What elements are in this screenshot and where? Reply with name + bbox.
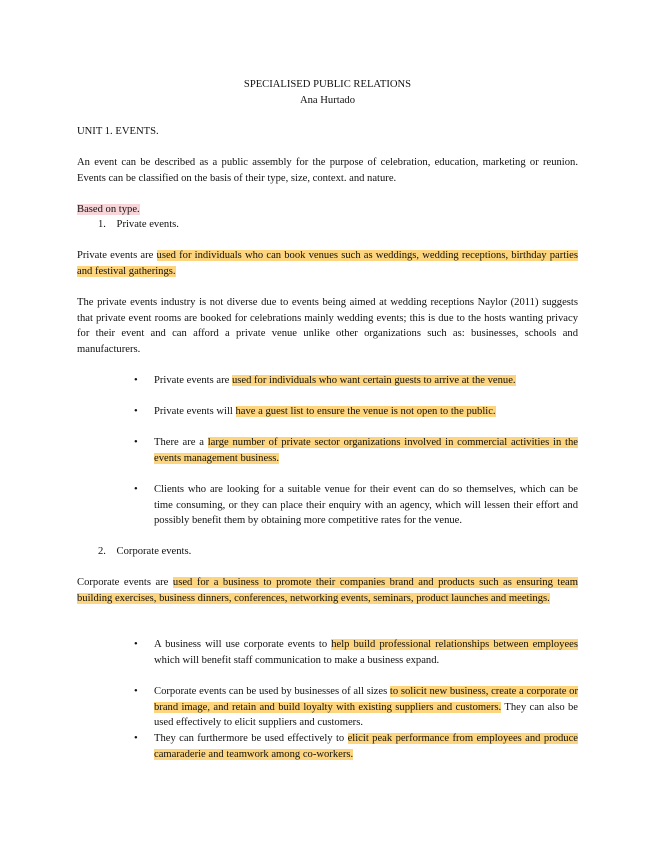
document-title: SPECIALISED PUBLIC RELATIONS xyxy=(243,79,412,90)
private-bullet-1: Private events are used for individuals who want certain guests to arrive at the venue. xyxy=(154,375,516,386)
corporate-bullet-2: Corporate events can be used by businesses of all sizes to solicit new business, create a corporate or brand image, and retain and build loyalty with existing suppliers and customers. They can also be used effectively to elicit suppliers and customers. xyxy=(154,686,578,728)
heading-text: Private events. xyxy=(116,219,179,230)
corporate-events-heading xyxy=(98,544,191,560)
heading-text: Corporate events. xyxy=(116,546,192,557)
highlighted-text: large number of private sector organizations involved in commercial activities in the events management business. xyxy=(154,437,579,464)
highlighted-text: help build professional relationships between employees xyxy=(331,639,578,650)
corporate-bullet-1: A business will use corporate events to help build professional relationships between employees which will benefit staff communication to make a business expand. xyxy=(154,639,578,666)
highlighted-text: used for individuals who can book venues such as weddings, wedding receptions, birthday parties and festival gatherings. xyxy=(77,250,578,277)
bullet-icon: • xyxy=(134,437,138,448)
section-label-text: Based on type. xyxy=(77,204,140,215)
document-author: Ana Hurtado xyxy=(299,95,355,106)
bullet-icon: • xyxy=(134,406,138,417)
corporate-bullet-3: They can furthermore be used effectively to elicit peak performance from employees and produce camaraderie and teamwork among co-workers. xyxy=(154,733,578,760)
highlighted-text: used for a business to promote their companies brand and products such as ensuring team building exercises, business dinners, conferences, networking events, seminars, product launches and meetings. xyxy=(77,577,578,604)
bullet-icon: • xyxy=(134,733,138,744)
bullet-icon: • xyxy=(134,375,138,386)
highlighted-text: elicit peak performance from employees and produce camaraderie and teamwork among co-workers. xyxy=(154,733,578,760)
private-events-heading xyxy=(98,217,179,233)
private-bullet-3: There are a large number of private sector organizations involved in commercial activities in the events management business. xyxy=(154,437,579,464)
bullet-icon: • xyxy=(134,686,138,697)
private-bullet-2: Private events will have a guest list to ensure the venue is not open to the public. xyxy=(154,406,496,417)
unit-heading: UNIT 1. EVENTS. xyxy=(77,126,159,137)
section-label xyxy=(77,202,140,218)
private-bullet-4: Clients who are looking for a suitable venue for their event can do so themselves, which can be time consuming, or they can place their enquiry with an agency, which will lessen their effort and possibly benefit them by obtaining more competitive rates for the venue. xyxy=(154,484,578,526)
private-paragraph: The private events industry is not diverse due to events being aimed at wedding receptions Naylor (2011) suggests that private event rooms are booked for celebrations mainly wedding events; this is due to the hosts wanting privacy for their event and can afford a private venue unlike other organizations such as: businesses, schools and manufacturers. xyxy=(77,297,578,355)
highlighted-text: to solicit new business, create a corporate or brand image, and retain and build loyalty with existing suppliers and customers. xyxy=(154,686,578,713)
heading-number: 2. xyxy=(98,546,106,557)
private-definition: Private events are used for individuals who can book venues such as weddings, wedding receptions, birthday parties and festival gatherings. xyxy=(77,250,578,277)
heading-number: 1. xyxy=(98,219,106,230)
bullet-icon: • xyxy=(134,639,138,650)
highlighted-text: have a guest list to ensure the venue is not open to the public. xyxy=(235,406,496,417)
intro-paragraph: An event can be described as a public assembly for the purpose of celebration, education, marketing or reunion. Events can be classified on the basis of their type, size, context. and nature. xyxy=(77,157,578,184)
highlighted-text: used for individuals who want certain guests to arrive at the venue. xyxy=(231,375,516,386)
corporate-definition: Corporate events are used for a business to promote their companies brand and products such as ensuring team building exercises, business dinners, conferences, networking events, seminars, product launches and meetings. xyxy=(77,577,578,604)
bullet-icon: • xyxy=(134,484,138,495)
